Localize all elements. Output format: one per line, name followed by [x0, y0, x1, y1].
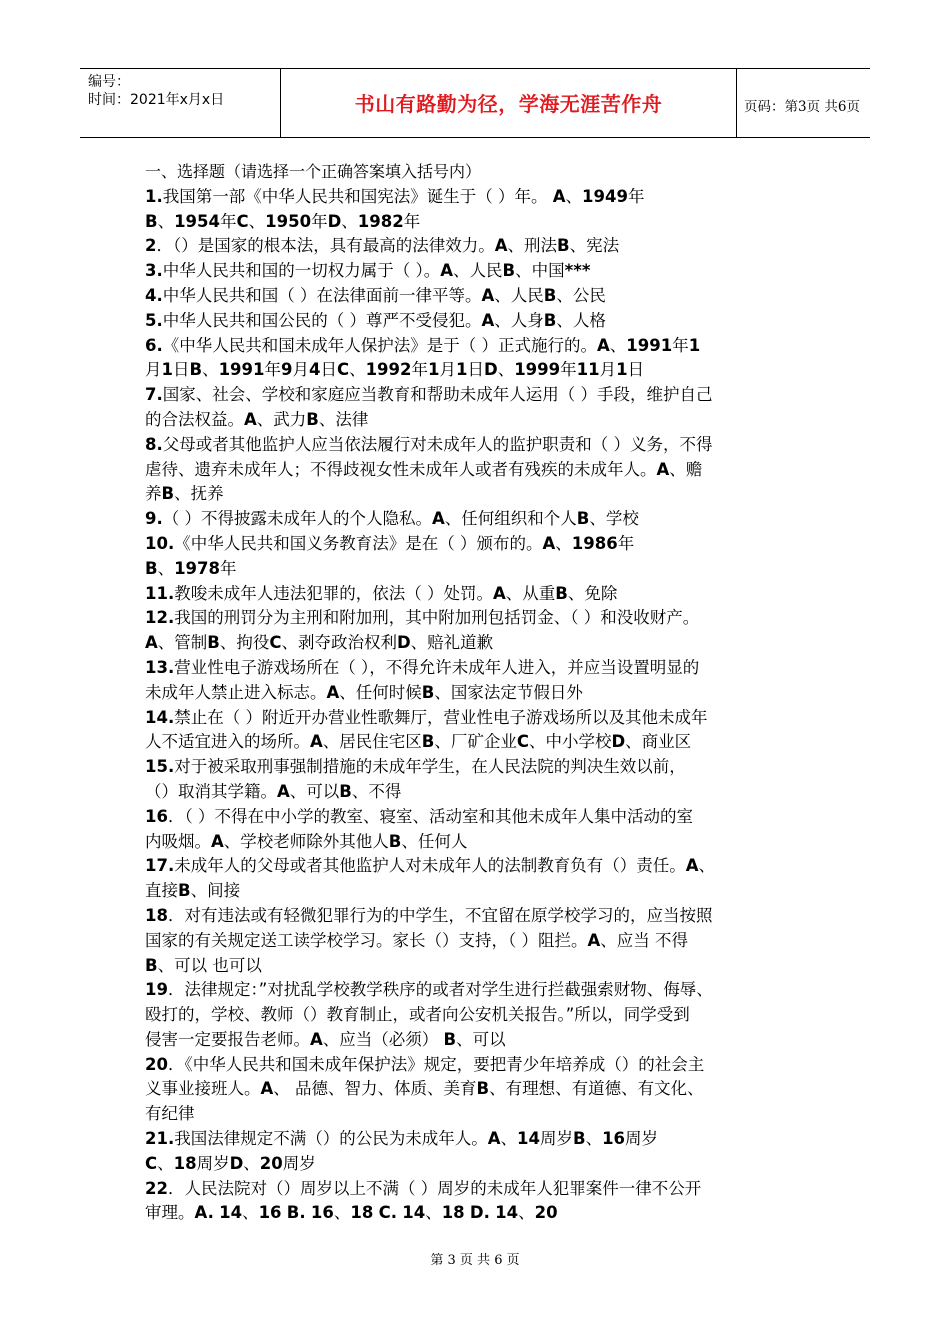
question-line: 养B、抚养	[145, 484, 224, 504]
question-line: 13.营业性电子游戏场所在（ ），不得允许未成年人进入，并应当设置明显的	[145, 657, 700, 677]
question-list	[145, 185, 825, 1226]
question-line: 5.中华人民共和国公民的（ ）尊严不受侵犯。A、人身B、人格	[145, 310, 606, 330]
document-body	[145, 160, 825, 1226]
question-line: 10.《中华人民共和国义务教育法》是在（ ）颁布的。A、1986年	[145, 533, 635, 553]
question-line: 人不适宜进入的场所。A、居民住宅区B、厂矿企业C、中小学校D、商业区	[145, 732, 692, 752]
question-line: 审理。A. 14、16 B. 16、18 C. 14、18 D. 14、20	[145, 1203, 558, 1223]
question-line: 4.中华人民共和国（ ）在法律面前一律平等。A、人民B、公民	[145, 285, 606, 305]
question-line: C、18周岁D、20周岁	[145, 1153, 316, 1173]
question-line: 内吸烟。A、学校老师除外其他人B、任何人	[145, 831, 468, 851]
date-label: 时间：2021年x月x日	[88, 92, 225, 108]
question-line: 6.《中华人民共和国未成年人保护法》是于（ ）正式施行的。A、1991年1	[145, 335, 701, 355]
question-line: B、1954年C、1950年D、1982年	[145, 211, 421, 231]
question-line: 虐待、遗弃未成年人；不得歧视女性未成年人或者有残疾的未成年人。A、赡	[145, 459, 703, 479]
question-line: 义事业接班人。A、 品德、智力、体质、美育B、有理想、有道德、有文化、	[145, 1079, 704, 1099]
question-line: 9.（ ）不得披露未成年人的个人隐私。A、任何组织和个人B、学校	[145, 509, 639, 529]
question-line: 未成年人禁止进入标志。A、任何时候B、国家法定节假日外	[145, 682, 583, 702]
question-line: 2．（）是国家的根本法，具有最高的法律效力。A、刑法B、宪法	[145, 236, 620, 256]
header-motto-cell	[280, 69, 737, 137]
question-line: 直接B、间接	[145, 881, 241, 901]
question-line: B、可以 也可以	[145, 955, 262, 975]
motto: 书山有路勤为径，学海无涯苦作舟	[354, 92, 663, 116]
question-line: 18．对有违法或有轻微犯罪行为的中学生，不宜留在原学校学习的，应当按照	[145, 905, 713, 925]
question-line: 22．人民法院对（）周岁以上不满（ ）周岁的未成年人犯罪案件一律不公开	[145, 1178, 702, 1198]
question-line: 21.我国法律规定不满（）的公民为未成年人。A、14周岁B、16周岁	[145, 1129, 659, 1149]
question-line: 有纪律	[145, 1104, 195, 1124]
code-label: 编号：	[88, 74, 130, 90]
question-line: 1.我国第一部《中华人民共和国宪法》诞生于（ ）年。 A、1949年	[145, 186, 645, 206]
question-line: 19．法律规定：”对扰乱学校教学秩序的或者对学生进行拦截强索财物、侮辱、	[145, 980, 713, 1000]
question-line: 11.教唆未成年人违法犯罪的，依法（ ）处罚。A、从重B、免除	[145, 583, 618, 603]
header-page-cell	[736, 69, 870, 137]
question-line: 16．（ ）不得在中小学的教室、寝室、活动室和其他未成年人集中活动的室	[145, 806, 693, 826]
question-line: 侵害一定要报告老师。A、应当（必须） B、可以	[145, 1029, 506, 1049]
question-line: 月1日B、1991年9月4日C、1992年1月1日D、1999年11月1日	[145, 360, 645, 380]
header-meta	[80, 69, 280, 137]
question-line: 殴打的，学校、教师（）教育制止，或者向公安机关报告。”所以，同学受到	[145, 1005, 690, 1025]
question-line: 17.未成年人的父母或者其他监护人对未成年人的法制教育负有（）责任。A、	[145, 856, 716, 876]
question-line: 8.父母或者其他监护人应当依法履行对未成年人的监护职责和（ ）义务，不得	[145, 434, 713, 454]
question-line: 3.中华人民共和国的一切权力属于（ ）。A、人民B、中国***	[145, 261, 591, 281]
question-line: 的合法权益。A、武力B、法律	[145, 409, 369, 429]
section-title: 一、选择题（请选择一个正确答案填入括号内）	[145, 162, 482, 181]
question-line: 国家的有关规定送工读学校学习。家长（）支持，（ ）阻拦。A、应当 不得	[145, 930, 689, 950]
page-header	[80, 68, 870, 138]
question-line: 20．《中华人民共和国未成年保护法》规定，要把青少年培养成（）的社会主	[145, 1054, 705, 1074]
question-line: 15.对于被采取刑事强制措施的未成年学生，在人民法院的判决生效以前，	[145, 757, 686, 777]
page-info: 页码：第3页 共6页	[744, 99, 860, 115]
question-line: 12.我国的刑罚分为主刑和附加刑，其中附加刑包括罚金、（ ）和没收财产。	[145, 608, 700, 628]
question-line: （）取消其学籍。A、可以B、不得	[145, 781, 402, 801]
question-line: 7.国家、社会、学校和家庭应当教育和帮助未成年人运用（ ）手段，维护自己	[145, 385, 713, 405]
question-line: A、管制B、拘役C、剥夺政治权利D、赔礼道歉	[145, 633, 494, 653]
question-line: 14.禁止在（ ）附近开办营业性歌舞厅，营业性电子游戏场所以及其他未成年	[145, 707, 708, 727]
question-line: B、1978年	[145, 558, 237, 578]
page-footer: 第 3 页 共 6 页	[430, 1253, 520, 1268]
